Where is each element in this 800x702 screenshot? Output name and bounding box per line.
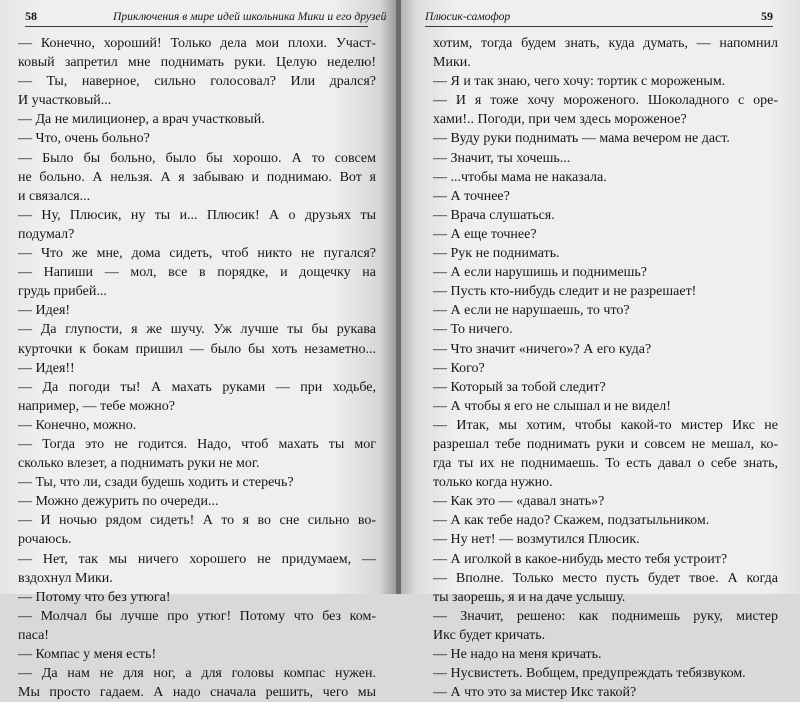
right-running-title: Плюсик-самофор <box>425 10 511 23</box>
text-line: Икс будет кричать. <box>433 627 546 643</box>
left-page <box>0 0 396 701</box>
text-line: хотим, тогда будем знать, куда думать, — напомнил <box>433 36 778 51</box>
text-line: — Ну, Плюсик, ну ты и... Плюсик! А о друзьях ты <box>18 207 376 223</box>
text-line: подумал? <box>18 226 75 242</box>
text-line: — И я тоже хочу мороженого. Шоколадного с оре- <box>433 93 778 109</box>
left-page-number: 58 <box>25 9 37 23</box>
text-line: гда ты их не поднимаешь. То есть давал о себе знать, <box>433 456 778 472</box>
text-line: курточки к бокам пришил — было бы хоть незаметно... <box>18 341 376 357</box>
text-line: не больно. А нельзя. А я забываю и поднимаю. Вот я <box>18 169 376 185</box>
text-line: — Да нам не для ног, а для головы компас нужен. <box>18 666 376 682</box>
text-line: — ...чтобы мама не наказала. <box>433 169 607 185</box>
left-header-rule <box>25 26 368 27</box>
text-line: — Вуду руки поднимать — мама вечером не даст. <box>433 131 730 147</box>
left-page-header <box>25 9 387 29</box>
text-line: — Что же мне, дома сидеть, чтоб никто не пугался? <box>18 246 376 262</box>
text-line: — Потому что без утюга! <box>18 589 171 605</box>
text-line: — Можно дежурить по очереди... <box>18 494 219 510</box>
text-line: — Конечно, хороший! Только дела мои плохи. Участ- <box>18 36 376 51</box>
text-line: рочаюсь. <box>18 532 72 548</box>
text-line: — Нусвистеть. Вобщем, предупреждать тебязвуком. <box>433 666 746 682</box>
text-line: — Да погоди ты! А махать руками — при ходьбе, <box>18 379 376 395</box>
right-page-header <box>425 9 773 29</box>
text-line: — Что, очень больно? <box>18 131 150 147</box>
text-line: — Идея!! <box>18 360 75 376</box>
text-line: — А что это за мистер Икс такой? <box>433 685 637 701</box>
text-line: например, — тебе можно? <box>18 398 175 414</box>
text-line: грудь прибей... <box>18 284 107 300</box>
text-line: ковый запретил мне поднимать руки. Целую неделю! <box>18 55 376 71</box>
text-line: хами!.. Погоди, при чем здесь мороженое? <box>433 112 687 128</box>
left-running-title: Приключения в мире идей школьника Мики и его друзей <box>113 10 387 23</box>
text-line: — Как это — «давал знать»? <box>433 494 605 510</box>
text-line: паса! <box>18 627 49 643</box>
right-page <box>401 0 800 701</box>
text-line: Мики. <box>433 55 471 71</box>
text-line: — Да глупости, я же шучу. Уж лучше ты бы рукава <box>18 322 376 338</box>
text-line: — Значит, ты хочешь... <box>433 150 571 166</box>
text-line: — То ничего. <box>433 322 513 338</box>
text-line: — И ночью рядом сидеть! А то я во сне сильно во- <box>18 513 376 529</box>
text-line: — Было бы больно, было бы хорошо. А то совсем <box>18 150 376 166</box>
text-line: — А чтобы я его не слышал и не видел! <box>433 398 671 414</box>
text-line: ты заорешь, я и на даче услышу. <box>433 589 626 605</box>
text-line: — Который за тобой следит? <box>433 379 606 395</box>
text-line: — Ты, наверное, сильно голосовал? Или дрался? <box>18 74 376 90</box>
text-line: — Пусть кто-нибудь следит и не разрешает! <box>433 284 697 300</box>
text-line: — Не надо на меня кричать. <box>433 647 602 662</box>
text-line: разрешал тебе поднимать руки и совсем не мешал, ко- <box>433 436 778 452</box>
text-line: — Итак, мы хотим, чтобы какой-то мистер Икс не <box>433 417 778 433</box>
text-line: — А еще точнее? <box>433 226 537 242</box>
text-line: — Напиши — мол, все в порядке, и дощечку на <box>18 265 376 281</box>
text-line: — Кого? <box>433 360 485 376</box>
text-line: — А иголкой в какое-нибудь место тебя устроит? <box>433 551 728 567</box>
text-line: — Идея! <box>18 303 71 319</box>
text-line: — Компас у меня есть! <box>18 647 157 662</box>
text-line: — Ну нет! — возмутился Плюсик. <box>433 532 640 548</box>
text-line: — А как тебе надо? Скажем, подзатыльником. <box>433 513 710 529</box>
text-line: — Значит, решено: как поднимешь руку, мистер <box>433 608 778 624</box>
text-line: вздохнул Мики. <box>18 570 113 586</box>
text-line: Мы просто гадаем. А надо сначала решить, чего мы <box>18 685 376 701</box>
text-line: — Врача слушаться. <box>433 207 555 223</box>
text-line: — Вполне. Только место пусть будет твое. А когда <box>433 570 778 586</box>
text-line: — Рук не поднимать. <box>433 246 560 262</box>
right-page-body <box>433 34 778 702</box>
text-line: — А точнее? <box>433 188 510 204</box>
text-line: — Нет, так мы ничего хорошего не придумаем, — <box>18 551 376 567</box>
left-page-body <box>18 34 376 702</box>
text-line: — А если нарушишь и поднимешь? <box>433 265 647 281</box>
text-line: сколько влезет, а поднимать руки не мог. <box>18 456 260 472</box>
text-line: — Я и так знаю, чего хочу: тортик с мороженым. <box>433 74 726 90</box>
text-line: — Ты, что ли, сзади будешь ходить и стеречь? <box>18 475 294 491</box>
text-line: И участковый... <box>18 93 112 109</box>
text-line: и связался... <box>18 188 91 204</box>
text-line: только когда нужно. <box>433 475 553 491</box>
text-line: — Конечно, можно. <box>18 417 137 433</box>
right-header-rule <box>425 26 773 27</box>
text-line: — Тогда это не годится. Надо, чтоб махать ты мог <box>18 436 376 452</box>
text-line: — Да не милиционер, а врач участковый. <box>18 112 265 128</box>
text-line: — А если не нарушаешь, то что? <box>433 303 630 319</box>
right-page-number: 59 <box>761 9 773 23</box>
text-line: — Молчал бы лучше про утюг! Потому что без ком- <box>18 608 376 624</box>
text-line: — Что значит «ничего»? А его куда? <box>433 341 652 357</box>
